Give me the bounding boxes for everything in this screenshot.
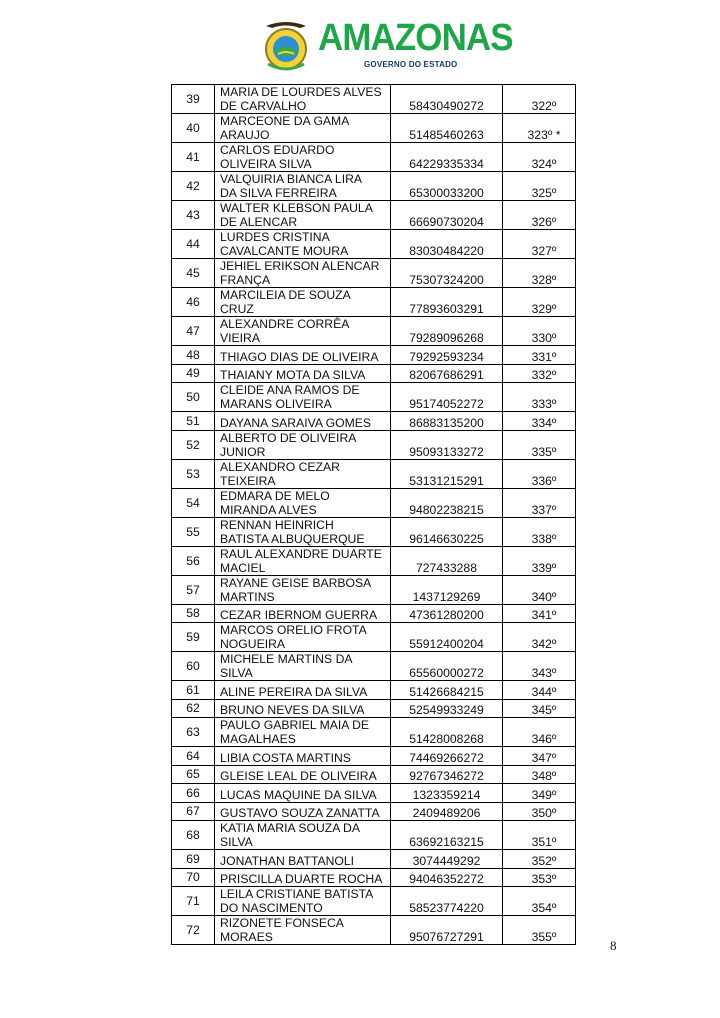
table-row <box>172 784 576 803</box>
table-row <box>172 821 576 850</box>
classification: 348º <box>503 765 576 784</box>
classification: 324º <box>503 143 576 172</box>
table-row <box>172 887 576 916</box>
row-number: 49 <box>172 364 215 383</box>
classification: 345º <box>503 699 576 718</box>
classification: 330º <box>503 317 576 346</box>
table-row <box>172 718 576 747</box>
name-line: EDMARA DE MELO <box>220 488 330 503</box>
name-line: PRISCILLA DUARTE ROCHA <box>220 872 383 886</box>
name-line: CARLOS EDUARDO <box>220 143 335 157</box>
row-number: 45 <box>172 259 215 288</box>
name-line: CAVALCANTE MOURA <box>220 244 349 258</box>
candidate-cpf: 2409489206 <box>391 802 503 821</box>
candidate-name <box>215 288 391 317</box>
name-line: BATISTA ALBUQUERQUE <box>220 531 365 546</box>
name-line: DAYANA SARAIVA GOMES <box>220 415 372 430</box>
name-line: DE CARVALHO <box>220 99 307 113</box>
row-number: 70 <box>172 868 215 887</box>
row-number: 39 <box>172 85 215 114</box>
row-number: 60 <box>172 652 215 681</box>
table-row <box>172 699 576 718</box>
row-number: 68 <box>172 821 215 850</box>
table-row <box>172 364 576 383</box>
candidate-name <box>215 765 391 784</box>
classification: 352º <box>503 850 576 869</box>
candidate-cpf: 52549933249 <box>391 699 503 718</box>
classification: 355º <box>503 916 576 945</box>
row-number: 59 <box>172 623 215 652</box>
candidate-name <box>215 346 391 365</box>
name-line: VALQUIRIA BIANCA LIRA <box>220 172 363 186</box>
row-number: 62 <box>172 699 215 718</box>
candidate-cpf: 82067686291 <box>391 364 503 383</box>
candidate-cpf: 79292593234 <box>391 346 503 365</box>
classification: 326º <box>503 201 576 230</box>
name-line: JUNIOR <box>220 444 266 459</box>
candidate-name <box>215 517 391 546</box>
name-line: MARTINS <box>220 589 275 604</box>
row-number: 64 <box>172 747 215 766</box>
candidate-name <box>215 747 391 766</box>
candidate-cpf: 51485460263 <box>391 114 503 143</box>
classification: 323º * <box>503 114 576 143</box>
table-row <box>172 623 576 652</box>
row-number: 55 <box>172 517 215 546</box>
candidate-name <box>215 143 391 172</box>
name-line: JONATHAN BATTANOLI <box>220 853 355 868</box>
candidate-cpf: 83030484220 <box>391 230 503 259</box>
name-line: MACIEL <box>220 560 266 575</box>
candidate-cpf: 1437129269 <box>391 575 503 604</box>
classification: 347º <box>503 747 576 766</box>
name-line: RAYANE GEISE BARBOSA <box>220 575 372 590</box>
table-row <box>172 317 576 346</box>
classification: 328º <box>503 259 576 288</box>
row-number: 44 <box>172 230 215 259</box>
candidate-name <box>215 364 391 383</box>
table-row <box>172 604 576 623</box>
candidate-name <box>215 784 391 803</box>
name-line: RENNAN HEINRICH <box>220 517 334 532</box>
classification: 341º <box>503 604 576 623</box>
table-row <box>172 765 576 784</box>
row-number: 43 <box>172 201 215 230</box>
candidate-cpf: 65560000272 <box>391 652 503 681</box>
candidate-name <box>215 868 391 887</box>
candidate-cpf: 51428008268 <box>391 718 503 747</box>
name-line: ALINE PEREIRA DA SILVA <box>220 684 368 699</box>
table-row <box>172 652 576 681</box>
name-line: FRANÇA <box>220 273 271 287</box>
classification: 353º <box>503 868 576 887</box>
candidate-cpf: 58430490272 <box>391 85 503 114</box>
row-number: 51 <box>172 412 215 431</box>
table-row <box>172 802 576 821</box>
candidate-name <box>215 317 391 346</box>
table-row <box>172 850 576 869</box>
name-line: JEHIEL ERIKSON ALENCAR <box>220 259 380 273</box>
amazonas-coat-of-arms-logo <box>260 16 312 74</box>
candidate-cpf: 53131215291 <box>391 459 503 488</box>
candidate-cpf: 3074449292 <box>391 850 503 869</box>
name-line: GLEISE LEAL DE OLIVEIRA <box>220 769 377 783</box>
candidate-name <box>215 699 391 718</box>
name-line: DE ALENCAR <box>220 215 298 229</box>
page-number: 8 <box>610 938 617 953</box>
name-line: OLIVEIRA SILVA <box>220 157 312 171</box>
table-row <box>172 575 576 604</box>
row-number: 47 <box>172 317 215 346</box>
candidate-name <box>215 718 391 747</box>
row-number: 53 <box>172 459 215 488</box>
row-number: 71 <box>172 887 215 916</box>
candidate-cpf: 55912400204 <box>391 623 503 652</box>
name-line: MICHELE MARTINS DA <box>220 652 353 666</box>
candidate-cpf: 94046352272 <box>391 868 503 887</box>
candidate-cpf: 92767346272 <box>391 765 503 784</box>
candidate-cpf: 74469266272 <box>391 747 503 766</box>
candidate-name <box>215 681 391 700</box>
candidate-name <box>215 430 391 459</box>
classification: 334º <box>503 412 576 431</box>
table-row <box>172 230 576 259</box>
candidate-name <box>215 114 391 143</box>
candidate-name <box>215 459 391 488</box>
table-row <box>172 459 576 488</box>
row-number: 41 <box>172 143 215 172</box>
row-number: 69 <box>172 850 215 869</box>
classification: 338º <box>503 517 576 546</box>
name-line: MARCOS ORELIO FROTA <box>220 623 367 637</box>
name-line: SILVA <box>220 835 253 849</box>
table-row <box>172 868 576 887</box>
table-row <box>172 383 576 412</box>
name-line: MARCEONE DA GAMA <box>220 114 350 128</box>
name-line: TEIXEIRA <box>220 473 276 488</box>
candidate-cpf: 75307324200 <box>391 259 503 288</box>
candidate-cpf: 65300033200 <box>391 172 503 201</box>
row-number: 52 <box>172 430 215 459</box>
row-number: 72 <box>172 916 215 945</box>
classification: 340º <box>503 575 576 604</box>
candidate-cpf: 94802238215 <box>391 488 503 517</box>
candidate-name <box>215 802 391 821</box>
table-row <box>172 747 576 766</box>
name-line: RIZONETE FONSECA <box>220 916 344 930</box>
header <box>258 12 513 78</box>
row-number: 42 <box>172 172 215 201</box>
table-row <box>172 488 576 517</box>
classification: 325º <box>503 172 576 201</box>
candidate-name <box>215 201 391 230</box>
candidate-cpf: 63692163215 <box>391 821 503 850</box>
candidate-cpf: 95093133272 <box>391 430 503 459</box>
candidate-cpf: 727433288 <box>391 546 503 575</box>
name-line: GUSTAVO SOUZA ZANATTA <box>220 806 380 820</box>
classification: 339º <box>503 546 576 575</box>
candidate-cpf: 51426684215 <box>391 681 503 700</box>
classification: 344º <box>503 681 576 700</box>
name-line: MIRANDA ALVES <box>220 502 317 517</box>
candidate-name <box>215 259 391 288</box>
candidate-name <box>215 623 391 652</box>
row-number: 63 <box>172 718 215 747</box>
candidate-cpf: 47361280200 <box>391 604 503 623</box>
row-number: 58 <box>172 604 215 623</box>
candidate-name <box>215 821 391 850</box>
row-number: 46 <box>172 288 215 317</box>
candidate-name <box>215 172 391 201</box>
classification: 346º <box>503 718 576 747</box>
name-line: VIEIRA <box>220 331 260 345</box>
name-line: MARANS OLIVEIRA <box>220 397 332 411</box>
table-row <box>172 114 576 143</box>
classification: 351º <box>503 821 576 850</box>
name-line: MAGALHAES <box>220 732 296 746</box>
classification: 327º <box>503 230 576 259</box>
name-line: THIAGO DIAS DE OLIVEIRA <box>220 349 379 364</box>
candidate-name <box>215 546 391 575</box>
name-line: MORAES <box>220 930 273 944</box>
row-number: 65 <box>172 765 215 784</box>
candidates-table <box>171 84 576 945</box>
name-line: ALBERTO DE OLIVEIRA <box>220 430 357 445</box>
name-line: SILVA <box>220 666 253 680</box>
row-number: 50 <box>172 383 215 412</box>
classification: 333º <box>503 383 576 412</box>
candidate-name <box>215 887 391 916</box>
name-line: ARAUJO <box>220 128 270 142</box>
table-row <box>172 288 576 317</box>
name-line: CLEIDE ANA RAMOS DE <box>220 383 360 397</box>
name-line: ALEXANDRO CEZAR <box>220 459 340 474</box>
classification: 349º <box>503 784 576 803</box>
name-line: LUCAS MAQUINE DA SILVA <box>220 787 377 802</box>
candidate-name <box>215 604 391 623</box>
name-line: KATIA MARIA SOUZA DA <box>220 821 360 835</box>
candidate-cpf: 64229335334 <box>391 143 503 172</box>
name-line: LIBIA COSTA MARTINS <box>220 750 351 765</box>
brand-subtitle: GOVERNO DO ESTADO <box>364 60 458 69</box>
row-number: 48 <box>172 346 215 365</box>
candidate-name <box>215 412 391 431</box>
brand-title: AMAZONAS <box>318 17 513 59</box>
name-line: CEZAR IBERNOM GUERRA <box>220 608 378 622</box>
table-row <box>172 517 576 546</box>
candidate-cpf: 95076727291 <box>391 916 503 945</box>
table-row <box>172 916 576 945</box>
name-line: DA SILVA FERREIRA <box>220 186 337 200</box>
name-line: CRUZ <box>220 302 254 316</box>
row-number: 61 <box>172 681 215 700</box>
candidate-name <box>215 850 391 869</box>
candidate-name <box>215 916 391 945</box>
name-line: WALTER KLEBSON PAULA <box>220 201 373 215</box>
candidate-cpf: 1323359214 <box>391 784 503 803</box>
candidate-cpf: 77893603291 <box>391 288 503 317</box>
classification: 342º <box>503 623 576 652</box>
table-row <box>172 201 576 230</box>
candidate-name <box>215 652 391 681</box>
row-number: 54 <box>172 488 215 517</box>
name-line: THAIANY MOTA DA SILVA <box>220 368 366 382</box>
candidate-cpf: 58523774220 <box>391 887 503 916</box>
candidate-cpf: 86883135200 <box>391 412 503 431</box>
name-line: MARIA DE LOURDES ALVES <box>220 85 382 99</box>
classification: 322º <box>503 85 576 114</box>
name-line: PAULO GABRIEL MAIA DE <box>220 718 370 732</box>
candidate-name <box>215 488 391 517</box>
table-row <box>172 430 576 459</box>
table-row <box>172 259 576 288</box>
classification: 337º <box>503 488 576 517</box>
table-row <box>172 172 576 201</box>
candidate-name <box>215 575 391 604</box>
candidate-name <box>215 230 391 259</box>
classification: 332º <box>503 364 576 383</box>
name-line: MARCILEIA DE SOUZA <box>220 288 351 302</box>
name-line: LEILA CRISTIANE BATISTA <box>220 887 374 901</box>
candidate-name <box>215 85 391 114</box>
table-row <box>172 346 576 365</box>
name-line: LURDES CRISTINA <box>220 230 330 244</box>
row-number: 56 <box>172 546 215 575</box>
name-line: NOGUEIRA <box>220 637 286 651</box>
name-line: RAUL ALEXANDRE DUARTE <box>220 546 382 561</box>
classification: 350º <box>503 802 576 821</box>
classification: 329º <box>503 288 576 317</box>
name-line: DO NASCIMENTO <box>220 901 323 915</box>
candidate-cpf: 79289096268 <box>391 317 503 346</box>
classification: 336º <box>503 459 576 488</box>
row-number: 67 <box>172 802 215 821</box>
candidate-cpf: 66690730204 <box>391 201 503 230</box>
table-row <box>172 85 576 114</box>
classification: 354º <box>503 887 576 916</box>
name-line: ALEXANDRE CORRÊA <box>220 317 350 331</box>
table-row <box>172 681 576 700</box>
classification: 335º <box>503 430 576 459</box>
candidate-cpf: 95174052272 <box>391 383 503 412</box>
table-row <box>172 412 576 431</box>
classification: 331º <box>503 346 576 365</box>
candidate-cpf: 96146630225 <box>391 517 503 546</box>
row-number: 40 <box>172 114 215 143</box>
candidate-name <box>215 383 391 412</box>
table-row <box>172 546 576 575</box>
classification: 343º <box>503 652 576 681</box>
row-number: 57 <box>172 575 215 604</box>
name-line: BRUNO NEVES DA SILVA <box>220 703 365 717</box>
table-row <box>172 143 576 172</box>
row-number: 66 <box>172 784 215 803</box>
